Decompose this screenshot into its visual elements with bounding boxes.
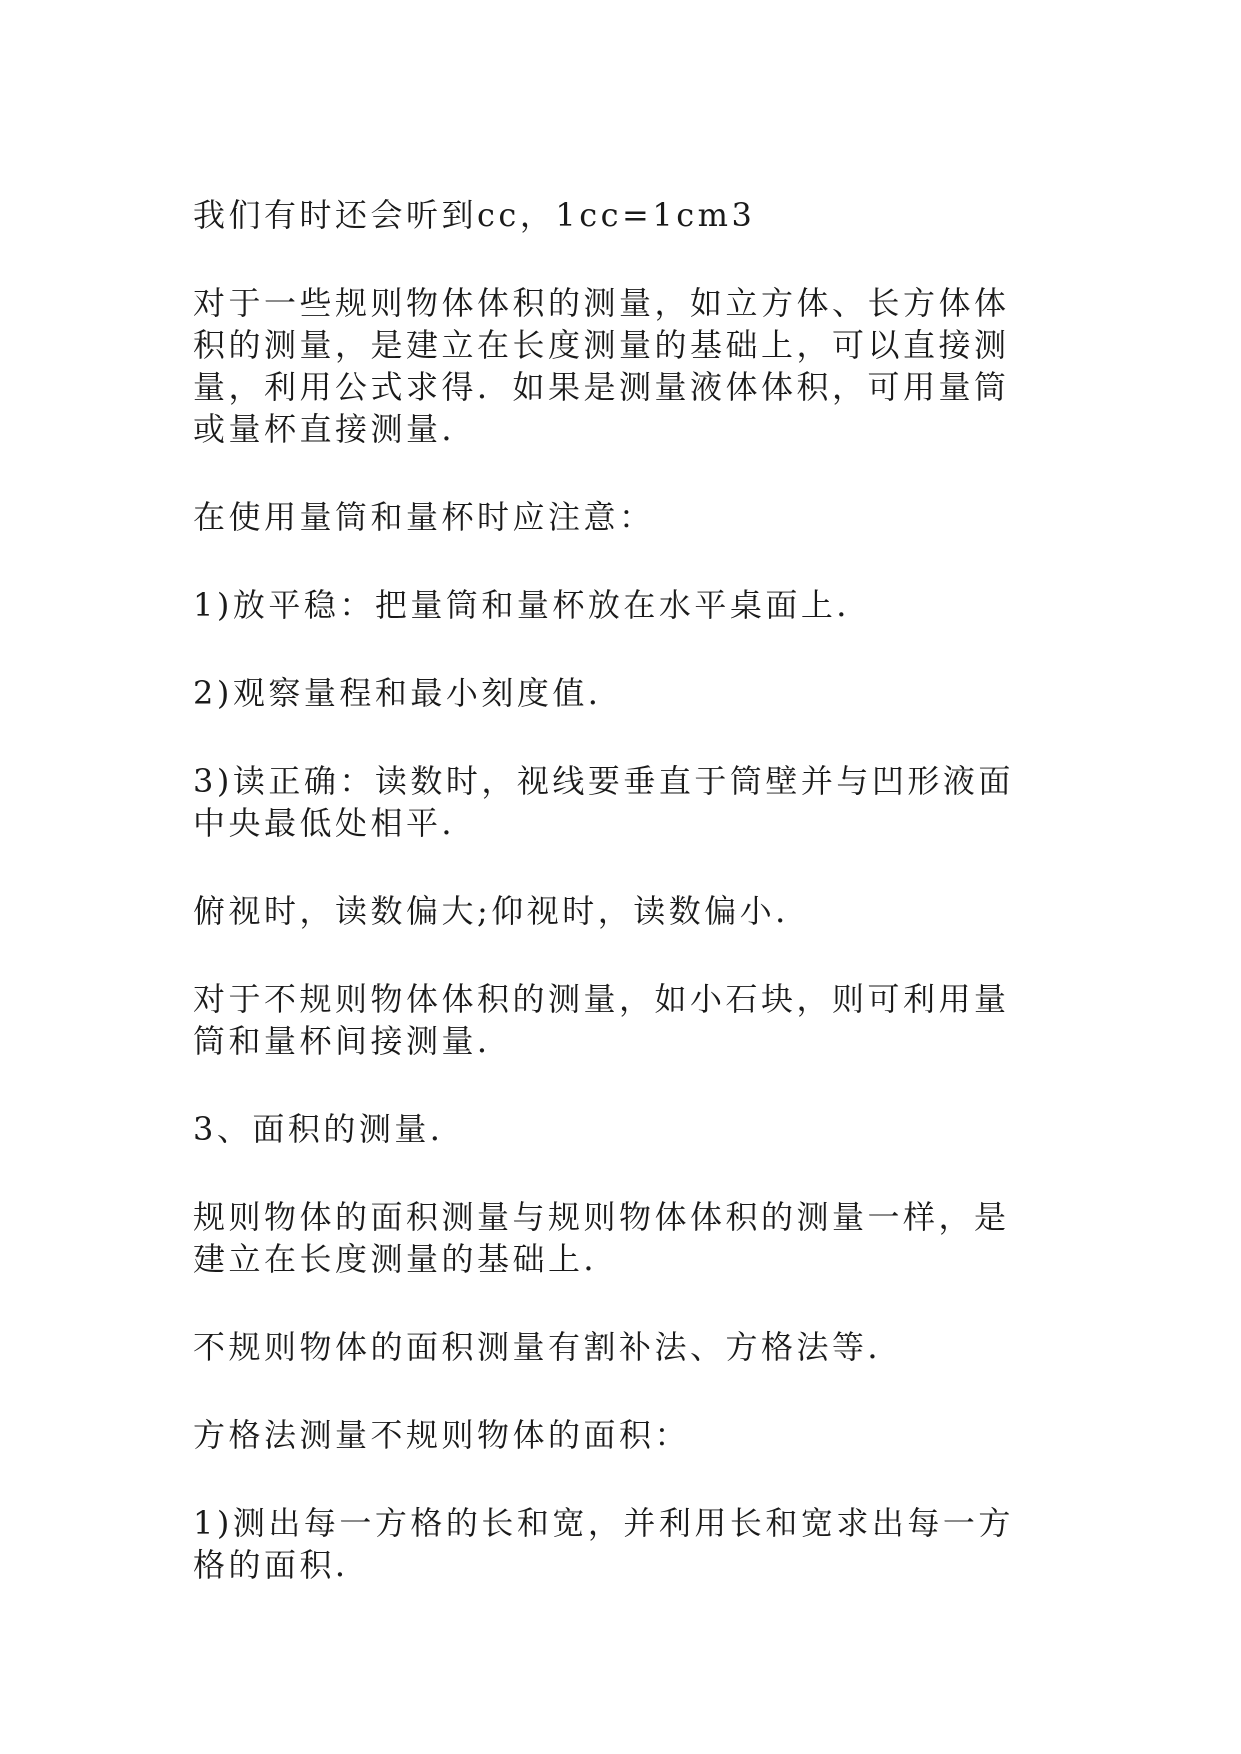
paragraph-grid-method-heading: 方格法测量不规则物体的面积：	[193, 1416, 691, 1454]
paragraph-cc-unit: 我们有时还会听到cc，1cc=1cm3	[193, 196, 756, 234]
paragraph-irregular-area: 不规则物体的面积测量有割补法、方格法等．	[193, 1328, 904, 1366]
paragraph-grid-step-1: 1)测出每一方格的长和宽，并利用长和宽求出每一方格的面积．	[193, 1504, 1014, 1584]
paragraph-regular-area: 规则物体的面积测量与规则物体体积的测量一样，是建立在长度测量的基础上．	[193, 1198, 1010, 1278]
paragraph-regular-volume: 对于一些规则物体体积的测量，如立方体、长方体体积的测量，是建立在长度测量的基础上，可以直接测量，利用公式求得．如果是测量液体体积，可用量筒或量杯直接测量．	[193, 284, 1010, 448]
paragraph-cylinder-notes-heading: 在使用量筒和量杯时应注意：	[193, 498, 655, 536]
paragraph-step-1: 1)放平稳：把量筒和量杯放在水平桌面上．	[193, 586, 872, 624]
document-body	[193, 194, 1033, 1632]
paragraph-step-3: 3)读正确：读数时，视线要垂直于筒壁并与凹形液面中央最低处相平．	[193, 762, 1014, 842]
paragraph-irregular-volume: 对于不规则物体体积的测量，如小石块，则可利用量筒和量杯间接测量．	[193, 980, 1010, 1060]
paragraph-reading-error: 俯视时，读数偏大;仰视时，读数偏小．	[193, 892, 811, 930]
section-heading-area: 3、面积的测量．	[193, 1110, 466, 1148]
paragraph-step-2: 2)观察量程和最小刻度值．	[193, 674, 624, 712]
